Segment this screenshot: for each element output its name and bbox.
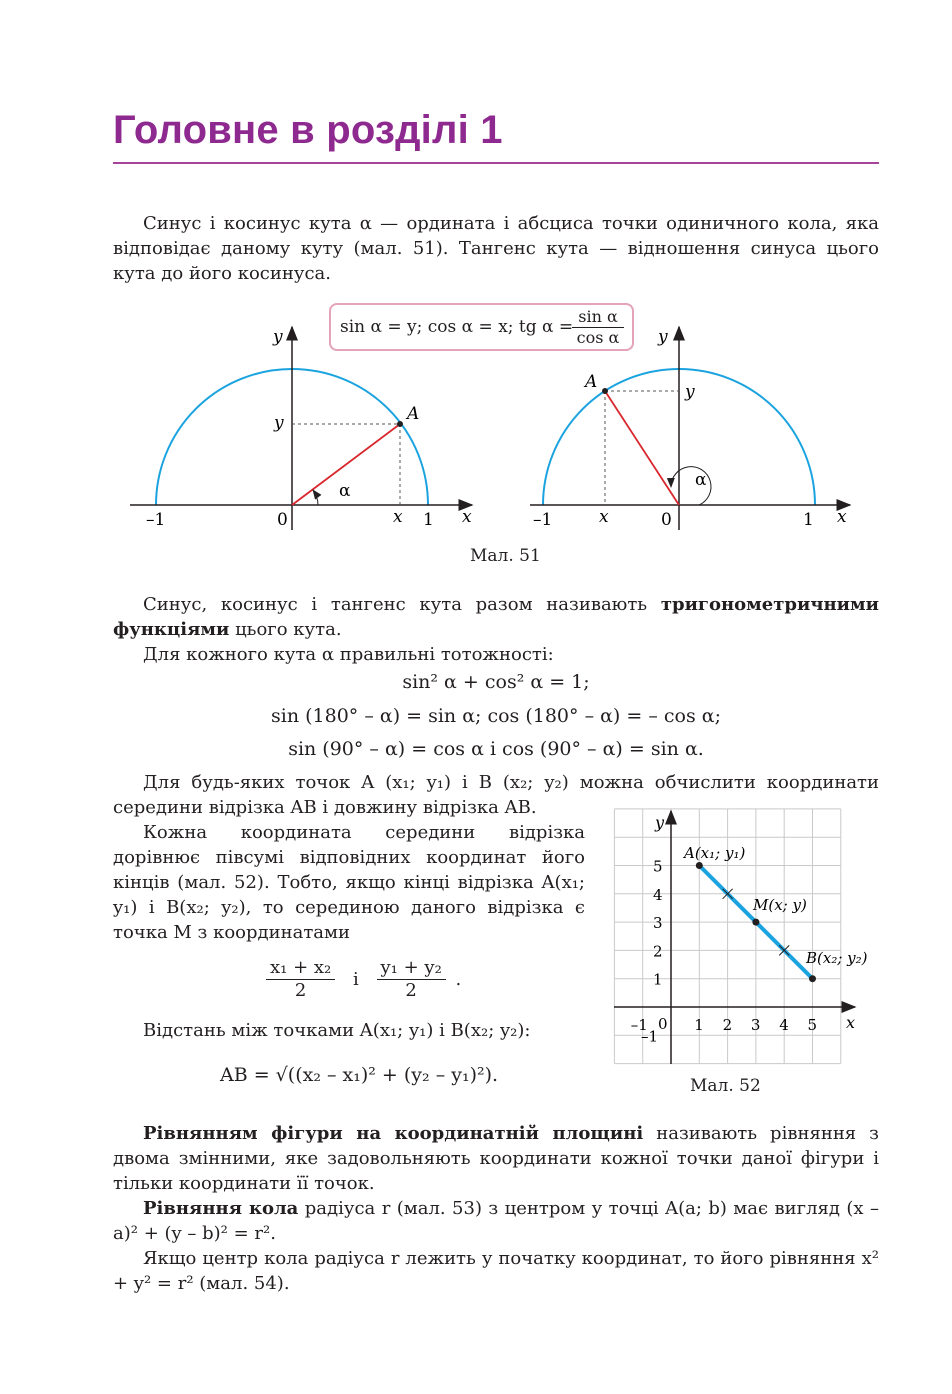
zero-right: 0 xyxy=(661,510,672,530)
minus-one-left: –1 xyxy=(146,510,166,530)
y-tick-label: 2 xyxy=(653,942,663,961)
figure-51-caption: Мал. 51 xyxy=(470,546,541,566)
figure-52-caption: Мал. 52 xyxy=(690,1076,761,1096)
y-tick-label: 4 xyxy=(653,885,663,904)
figure-51 xyxy=(120,315,860,550)
one-right: 1 xyxy=(803,510,814,530)
x-tick-label: 4 xyxy=(779,1016,789,1034)
y-mark-left: y xyxy=(274,413,284,433)
point-a-left xyxy=(397,421,403,427)
point-a-right xyxy=(602,388,608,394)
y-axis-label-left: y xyxy=(273,327,283,347)
circle-eq-term: Рівняння кола xyxy=(143,1198,299,1219)
radius-right xyxy=(605,391,679,505)
figure-51-right xyxy=(530,327,850,530)
zero-52: 0 xyxy=(658,1015,668,1033)
y-mark-right: y xyxy=(685,382,695,402)
y-axis-label-52: y xyxy=(655,813,665,832)
y-tick-label: 3 xyxy=(653,914,663,933)
one-left: 1 xyxy=(423,510,434,530)
midpoint-formula xyxy=(262,957,461,1002)
intro-text: Синус і косинус кута α — ордината і абсциса точки одиничного кола, яка відповідає даному куту (мал. 51). Тангенс кута — відношення синуса цього кута до його косинуса. xyxy=(113,213,879,284)
figure-52 xyxy=(610,806,890,1068)
y-tick-label: 5 xyxy=(653,857,663,876)
x-tick-label: 5 xyxy=(807,1016,818,1034)
trig-def-pre: Синус, косинус і тангенс кута разом називають xyxy=(143,594,661,615)
x-axis-label-52: x xyxy=(846,1013,856,1032)
x-axis-label-right: x xyxy=(837,507,847,527)
x-tick-label: 3 xyxy=(750,1016,761,1034)
eq-figure-term: Рівнянням фігури на координатній площині xyxy=(143,1123,644,1144)
point-a-label-right: A xyxy=(585,372,598,392)
trig-def-term: тригонометричними функціями xyxy=(113,594,879,640)
point-a-label-left: A xyxy=(407,404,420,424)
distance-formula: AB = √((x₂ – x₁)² + (y₂ – y₁)²). xyxy=(220,1064,499,1086)
midpoint-intro: Для будь-яких точок A (x₁; y₁) і B (x₂; y₂) можна обчислити координати середини відрізка AB і довжину відрізка AB. xyxy=(113,772,879,818)
x-tick-label: –1 xyxy=(630,1016,648,1034)
point-m xyxy=(752,919,759,926)
identity-180: sin (180° – α) = sin α; cos (180° – α) = – cos α; xyxy=(271,705,721,727)
point-b xyxy=(809,975,816,982)
label-a: A(x₁; y₁) xyxy=(684,844,746,862)
x-mark-left: x xyxy=(393,507,403,527)
x-mark-right: x xyxy=(599,507,609,527)
circle-eq-text: радіуса r (мал. 53) з центром у точці A(a; b) має вигляд (x – a)² + (y – b)² = r². xyxy=(113,1198,879,1244)
midpoint-end: . xyxy=(455,969,462,990)
midpoint-x-num: x₁ + x₂ xyxy=(266,957,335,980)
y-axis-label-right: y xyxy=(658,327,668,347)
eq-figure-text: називають рівняння з двома змінними, яке задовольняють координати кожної точки даної фігури і тільки координати її точок. xyxy=(113,1123,879,1194)
label-m: M(x; y) xyxy=(753,896,807,914)
origin-eq-text: Якщо центр кола радіуса r лежить у початку координат, то його рівняння x² + y² = r² (мал. 54). xyxy=(113,1248,879,1294)
midpoint-y-den: 2 xyxy=(405,980,417,1001)
midpoint-y-num: y₁ + y₂ xyxy=(377,957,446,980)
midpoint-x-den: 2 xyxy=(294,980,307,1001)
equations-section xyxy=(113,1121,879,1296)
identity-90: sin (90° – α) = cos α і cos (90° – α) = sin α. xyxy=(288,738,704,760)
y-tick-label: 1 xyxy=(653,970,663,989)
point-a xyxy=(696,862,703,869)
zero-left: 0 xyxy=(277,510,288,530)
midpoint-text: Кожна координата середини відрізка дорівнює півсумі відповідних координат його кінців (мал. 52). Тобто, якщо кінці відрізка A(x₁; y₁) і B(x₂; y₂), то серединою даного відрізка є точка M з координатами xyxy=(113,822,585,943)
midpoint-paragraph xyxy=(113,820,585,945)
trig-def-post: цього кута. xyxy=(229,619,342,640)
y-tick-label: –1 xyxy=(641,1027,659,1046)
angle-label-right: α xyxy=(695,470,707,490)
page-title: Головне в розділі 1 xyxy=(113,108,503,152)
midpoint-conj: і xyxy=(353,969,359,990)
minus-one-right: –1 xyxy=(533,510,553,530)
definition-frac-num: sin α xyxy=(572,307,624,328)
figure-51-left xyxy=(130,327,472,530)
distance-text: Відстань між точками A(x₁; y₁) і B(x₂; y₂): xyxy=(143,1020,531,1041)
identities-intro: Для кожного кута α правильні тотожності: xyxy=(143,644,554,665)
x-tick-label: 2 xyxy=(722,1016,733,1034)
distance-paragraph xyxy=(113,1018,585,1043)
definition-text: sin α = y; cos α = x; tg α = xyxy=(340,317,574,337)
identity-pythagorean: sin² α + cos² α = 1; xyxy=(402,671,590,693)
label-b: B(x₂; y₂) xyxy=(806,949,868,967)
x-tick-label: 1 xyxy=(694,1016,704,1034)
title-underline xyxy=(113,162,879,164)
angle-arc-left xyxy=(313,490,318,505)
x-axis-label-left: x xyxy=(462,507,472,527)
intro-paragraph xyxy=(113,211,879,286)
angle-label-left: α xyxy=(339,481,351,501)
definition-frac-den: cos α xyxy=(576,328,620,347)
trig-functions-paragraph xyxy=(113,592,879,667)
